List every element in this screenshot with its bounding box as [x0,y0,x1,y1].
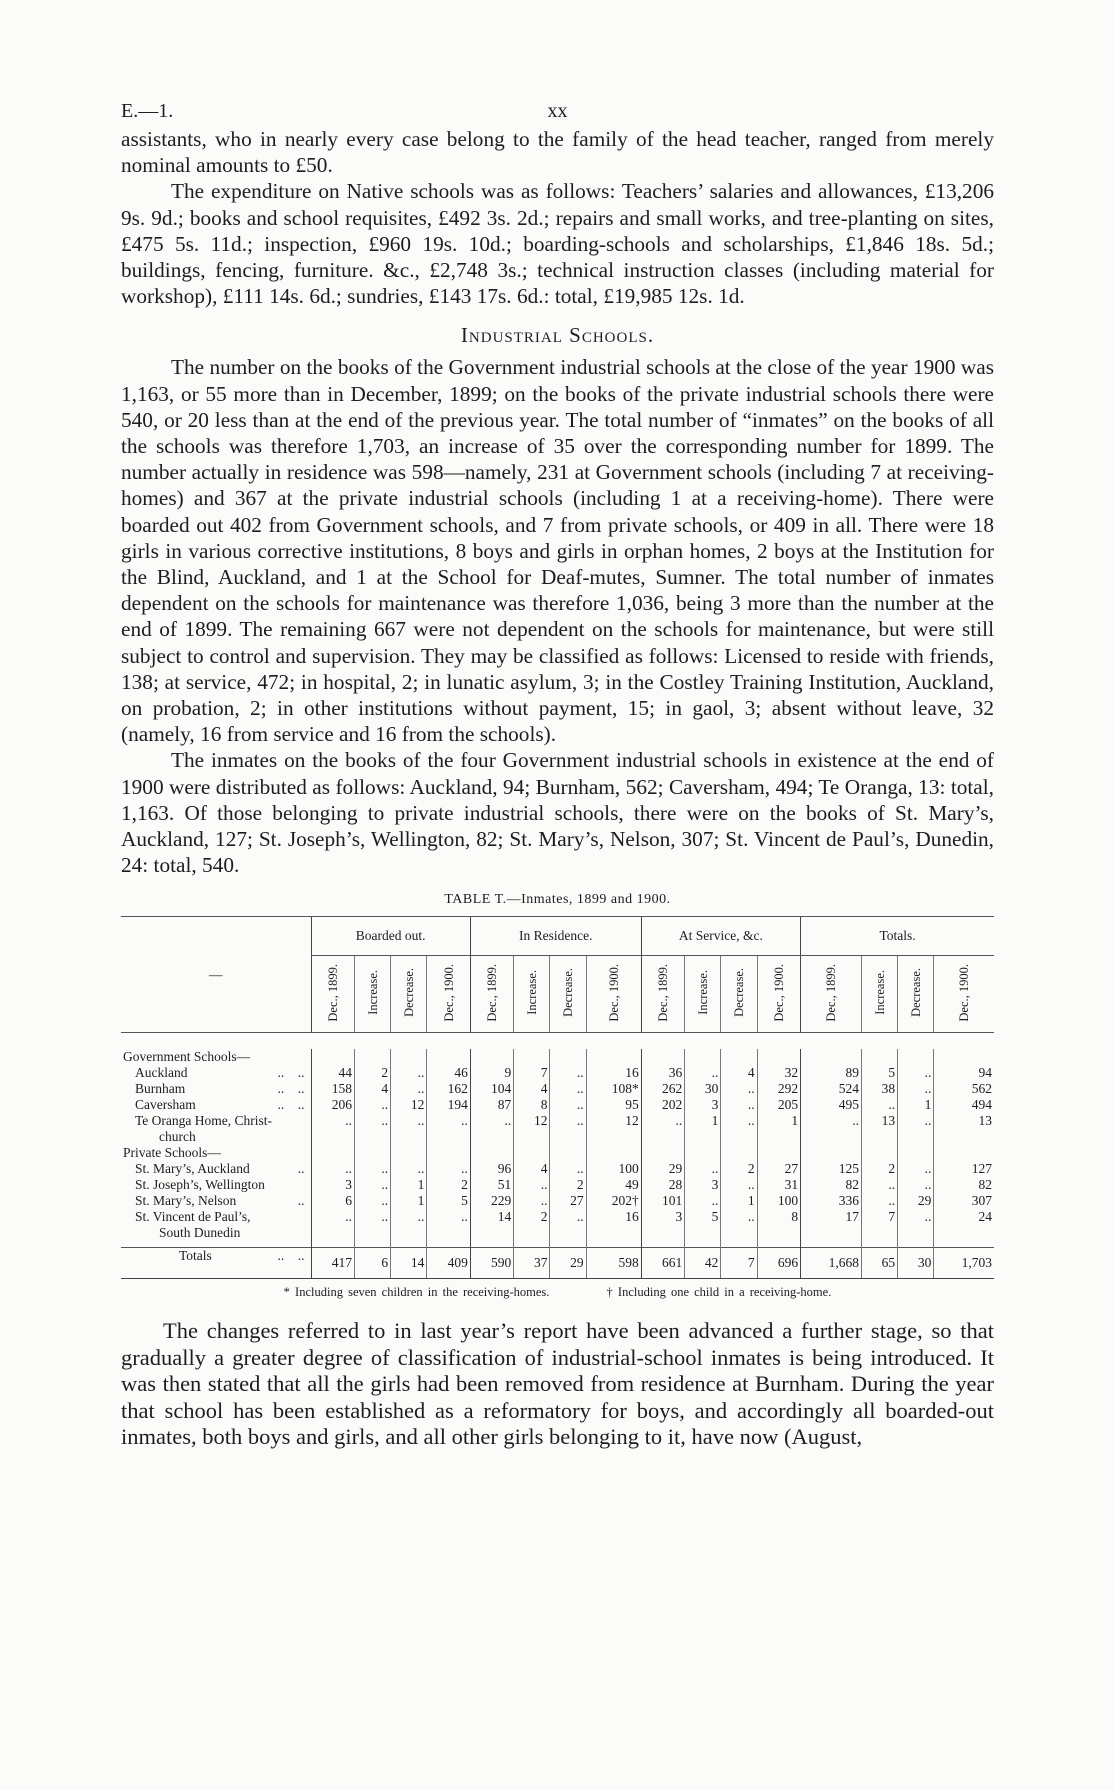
table-cell: .. [427,1161,470,1177]
subheader-dec-1899: Dec., 1899. [311,956,354,1033]
table-cell: 2 [550,1177,586,1193]
table-cell: 2 [721,1161,757,1177]
group-header-in-residence: In Residence. [470,917,641,956]
table-cell: 158 [311,1081,354,1097]
table-cell: 590 [470,1248,513,1279]
table-cell: 205 [757,1097,800,1113]
table-cell: .. [721,1209,757,1241]
table-cell: .. [514,1193,550,1209]
table-cell: 1 [721,1193,757,1209]
table-row [121,1113,994,1145]
paragraph-classification-changes: The changes referred to in last year’s report have been advanced a further stage, so that gradually a greater degree of classification of industrial-school inmates is being introduced. It was then stated that all the girls had been removed from residence at Burnham. During the year that school has been established as a reformatory for boys, and accordingly all boarded-out inmates, both boys and girls, and all other girls belonging to it, have now (August, [121,1318,994,1450]
row-label: St. Mary’s, Auckland .. [135,1161,305,1177]
section-title: Government Schools— [123,1049,251,1065]
table-cell: 65 [861,1248,897,1279]
paragraph-assistants: assistants, who in nearly every case belong to the family of the head teacher, ranged from merely nominal amounts to £50. [121,127,994,178]
table-cell: .. [391,1209,427,1241]
table-cell: 49 [586,1177,641,1193]
table-row [121,1209,994,1241]
table-cell: 42 [685,1248,721,1279]
table-cell: .. [685,1193,721,1209]
table-cell: .. [721,1113,757,1145]
table-cell: .. [514,1177,550,1193]
table-cell: 4 [514,1081,550,1097]
subheader-decrease: Decrease. [550,956,586,1033]
table-cell: .. [311,1161,354,1177]
table-cell: .. [427,1113,470,1145]
subheader-dec-1900: Dec., 1900. [586,956,641,1033]
table-cell: 417 [311,1248,354,1279]
table-cell: 89 [801,1065,862,1081]
table-cell: 82 [934,1177,994,1193]
subheader-increase: Increase. [514,956,550,1033]
footnote-asterisk: * Including seven children in the receiving-homes. [283,1285,550,1300]
row-label: Caversham .. .. [135,1097,305,1113]
table-cell: 8 [757,1209,800,1241]
table-cell: 5 [685,1209,721,1241]
table-row [121,1161,994,1177]
table-cell: .. [550,1065,586,1081]
table-cell: 7 [514,1065,550,1081]
table-cell: 3 [685,1177,721,1193]
table-cell: 46 [427,1065,470,1081]
subheader-dec-1899: Dec., 1899. [801,956,862,1033]
table-cell: 94 [934,1065,994,1081]
paragraph-native-expenditure: The expenditure on Native schools was as follows: Teachers’ salaries and allowances, £13,206 9s. 9d.; books and school requisites, £492 3s. 2d.; repairs and small works, and tree-planting on sites, £475 5s. 11d.; inspection, £960 19s. 10d.; boarding-schools and scholarships, £1,846 18s. 5d.; buildings, fencing, furniture. &c., £2,748 3s.; technical instruction classes (including material for workshop), £111 14s. 6d.; sundries, £143 17s. 6d.: total, £19,985 12s. 1d. [121,179,994,309]
subheader-decrease: Decrease. [391,956,427,1033]
parliamentary-reference: E.—1. [121,100,174,122]
table-cell: 696 [757,1248,800,1279]
table-cell: 661 [641,1248,684,1279]
table-cell: .. [311,1113,354,1145]
table-cell: .. [550,1209,586,1241]
row-label: St. Joseph’s, Wellington [135,1177,265,1193]
table-cell: .. [391,1081,427,1097]
table-cell: .. [861,1177,897,1193]
table-cell: 100 [757,1193,800,1209]
table-cell: 3 [685,1097,721,1113]
table-cell: 229 [470,1193,513,1209]
table-cell: 1 [757,1113,800,1145]
table-body [121,1033,994,1279]
table-spacer-row [121,1033,994,1050]
table-cell: 202 [641,1097,684,1113]
table-caption: TABLE T.—Inmates, 1899 and 1900. [444,892,671,908]
table-row [121,1177,994,1193]
table-cell: 409 [427,1248,470,1279]
subheader-increase: Increase. [354,956,390,1033]
section-title-row [121,1049,994,1065]
row-label: Auckland .. .. [135,1065,305,1081]
table-cell: 30 [685,1081,721,1097]
section-heading: Industrial Schools. [460,323,655,348]
table-cell: .. [311,1209,354,1241]
document-page [121,100,994,1451]
section-title-row [121,1145,994,1161]
table-cell: 87 [470,1097,513,1113]
table-cell: .. [861,1097,897,1113]
table-cell: .. [721,1177,757,1193]
table-cell: .. [801,1113,862,1145]
table-cell: 2 [861,1161,897,1177]
table-cell: 495 [801,1097,862,1113]
table-cell: 30 [898,1248,934,1279]
table-cell: 82 [801,1177,862,1193]
table-cell: .. [391,1161,427,1177]
row-label: Burnham .. .. [135,1081,305,1097]
table-cell: .. [721,1081,757,1097]
table-cell: 6 [354,1248,390,1279]
page-number: xx [547,100,568,122]
table-cell: 27 [757,1161,800,1177]
table-cell: .. [391,1065,427,1081]
subheader-increase: Increase. [685,956,721,1033]
table-cell: .. [898,1065,934,1081]
table-row [121,1193,994,1209]
table-cell: .. [427,1209,470,1241]
table-cell: .. [354,1097,390,1113]
running-header [121,100,994,126]
table-cell: 4 [721,1065,757,1081]
table-cell: 2 [427,1177,470,1193]
table-cell: 108* [586,1081,641,1097]
subheader-dec-1899: Dec., 1899. [641,956,684,1033]
table-cell: .. [550,1113,586,1145]
table-cell: .. [898,1113,934,1145]
table-cell: 13 [861,1113,897,1145]
paragraph-industrial-numbers: The number on the books of the Government industrial schools at the close of the year 1900 was 1,163, or 55 more than in December, 1899; on the books of the private industrial schools there were 540, or 20 less than at the end of the previous year. The total number of “inmates” on the books of all the schools was therefore 1,703, an increase of 35 over the corresponding number for 1899. The number actually in residence was 598—namely, 231 at Government schools (including 7 at receiving-homes) and 367 at the private industrial schools (including 1 at a receiving-home). There were boarded out 402 from Government schools, and 7 from private schools, or 409 in all. There were 18 girls in various corrective institutions, 8 boys and girls in orphan homes, 2 boys at the Institution for the Blind, Auckland, and 1 at the School for Deaf-mutes, Sumner. The total number of inmates dependent on the schools for maintenance was therefore 1,036, being 3 more than the number at the end of 1899. The remaining 667 were not dependent on the schools for maintenance, but were still subject to control and supervision. They may be classified as follows: Licensed to reside with friends, 138; at service, 472; in hospital, 2; in lunatic asylum, 3; in the Costley Training Institution, Auckland, on probation, 2; in other institutions without payment, 15; in gaol, 3; absent without leave, 32 (namely, 16 from service and 16 from the schools). [121,355,994,747]
table-row [121,1097,994,1113]
group-header-totals: Totals. [801,917,994,956]
table-cell: 2 [514,1209,550,1241]
row-label: St. Vincent de Paul’s, South Dunedin [135,1209,251,1241]
table-cell: .. [685,1065,721,1081]
table-corner-header: — [121,917,311,1033]
table-cell: 29 [898,1193,934,1209]
table-cell: 162 [427,1081,470,1097]
table-cell: 95 [586,1097,641,1113]
table-cell: .. [685,1161,721,1177]
table-cell: 598 [586,1248,641,1279]
table-cell: 44 [311,1065,354,1081]
table-footnotes [121,1285,994,1300]
table-cell: 125 [801,1161,862,1177]
table-cell: .. [470,1113,513,1145]
table-cell: 12 [391,1097,427,1113]
group-header-at-service: At Service, &c. [641,917,800,956]
table-cell: 206 [311,1097,354,1113]
table-row [121,1081,994,1097]
table-cell: 38 [861,1081,897,1097]
table-cell: .. [898,1177,934,1193]
table-cell: 7 [721,1248,757,1279]
table-cell: 32 [757,1065,800,1081]
table-cell: 8 [514,1097,550,1113]
table-cell: 1 [391,1193,427,1209]
table-cell: 9 [470,1065,513,1081]
section-title: Private Schools— [123,1145,221,1161]
table-cell: 1,703 [934,1248,994,1279]
paragraph-inmates-distribution: The inmates on the books of the four Government industrial schools in existence at the end of 1900 were distributed as follows: Auckland, 94; Burnham, 562; Caversham, 494; Te Oranga, 13: total, 1,163. Of those belonging to private industrial schools, there were on the books of St. Mary’s, Auckland, 127; St. Joseph’s, Wellington, 82; St. Mary’s, Nelson, 307; St. Vincent de Paul’s, Dunedin, 24: total, 540. [121,748,994,878]
table-cell: 524 [801,1081,862,1097]
table-cell: .. [354,1193,390,1209]
table-cell: 17 [801,1209,862,1241]
table-cell: 14 [470,1209,513,1241]
table-cell: 104 [470,1081,513,1097]
table-cell: .. [898,1081,934,1097]
table-cell: 28 [641,1177,684,1193]
table-cell: .. [391,1113,427,1145]
table-cell: 36 [641,1065,684,1081]
table-cell: 307 [934,1193,994,1209]
table-cell: 29 [550,1248,586,1279]
table-cell: 194 [427,1097,470,1113]
table-cell: 202† [586,1193,641,1209]
table-cell: 14 [391,1248,427,1279]
subheader-dec-1899: Dec., 1899. [470,956,513,1033]
table-cell: 6 [311,1193,354,1209]
table-cell: .. [354,1177,390,1193]
table-group-header-row [121,917,994,956]
table-cell: 12 [586,1113,641,1145]
row-label: St. Mary’s, Nelson .. [135,1193,305,1209]
table-cell: 5 [861,1065,897,1081]
table-cell: 4 [354,1081,390,1097]
table-cell: .. [898,1161,934,1177]
table-cell: 12 [514,1113,550,1145]
table-totals-row [121,1248,994,1279]
table-cell: 3 [311,1177,354,1193]
table-cell: 292 [757,1081,800,1097]
table-cell: 262 [641,1081,684,1097]
table-cell: 37 [514,1248,550,1279]
table-cell: 7 [861,1209,897,1241]
table-cell: 562 [934,1081,994,1097]
subheader-decrease: Decrease. [721,956,757,1033]
table-cell: .. [354,1209,390,1241]
table-cell: .. [898,1209,934,1241]
group-header-boarded-out: Boarded out. [311,917,470,956]
table-cell: 494 [934,1097,994,1113]
table-cell: .. [550,1161,586,1177]
subheader-increase: Increase. [861,956,897,1033]
table-cell: 101 [641,1193,684,1209]
table-cell: 51 [470,1177,513,1193]
table-cell: 13 [934,1113,994,1145]
table-cell: 31 [757,1177,800,1193]
table-cell: 27 [550,1193,586,1209]
table-cell: 2 [354,1065,390,1081]
subheader-dec-1900: Dec., 1900. [934,956,994,1033]
row-label: Totals .. .. [121,1248,311,1279]
table-cell: 29 [641,1161,684,1177]
table-cell: 1 [391,1177,427,1193]
subheader-decrease: Decrease. [898,956,934,1033]
table-cell: .. [354,1113,390,1145]
table-cell: 100 [586,1161,641,1177]
row-label: Te Oranga Home, Christ- church [135,1113,273,1145]
subheader-dec-1900: Dec., 1900. [427,956,470,1033]
table-cell: 1,668 [801,1248,862,1279]
table-cell: .. [550,1081,586,1097]
table-cell: 3 [641,1209,684,1241]
table-row [121,1065,994,1081]
table-cell: 1 [685,1113,721,1145]
table-cell: 336 [801,1193,862,1209]
table-cell: 96 [470,1161,513,1177]
inmates-table [121,916,994,1279]
subheader-dec-1900: Dec., 1900. [757,956,800,1033]
table-cell: 127 [934,1161,994,1177]
table-cell: .. [641,1113,684,1145]
table-cell: .. [721,1097,757,1113]
table-cell: 16 [586,1065,641,1081]
table-cell: 5 [427,1193,470,1209]
table-cell: 16 [586,1209,641,1241]
table-cell: 4 [514,1161,550,1177]
footnote-dagger: † Including one child in a receiving-home. [606,1285,832,1300]
table-cell: .. [861,1193,897,1209]
table-cell: 1 [898,1097,934,1113]
table-cell: 24 [934,1209,994,1241]
table-cell: .. [354,1161,390,1177]
table-cell: .. [550,1097,586,1113]
